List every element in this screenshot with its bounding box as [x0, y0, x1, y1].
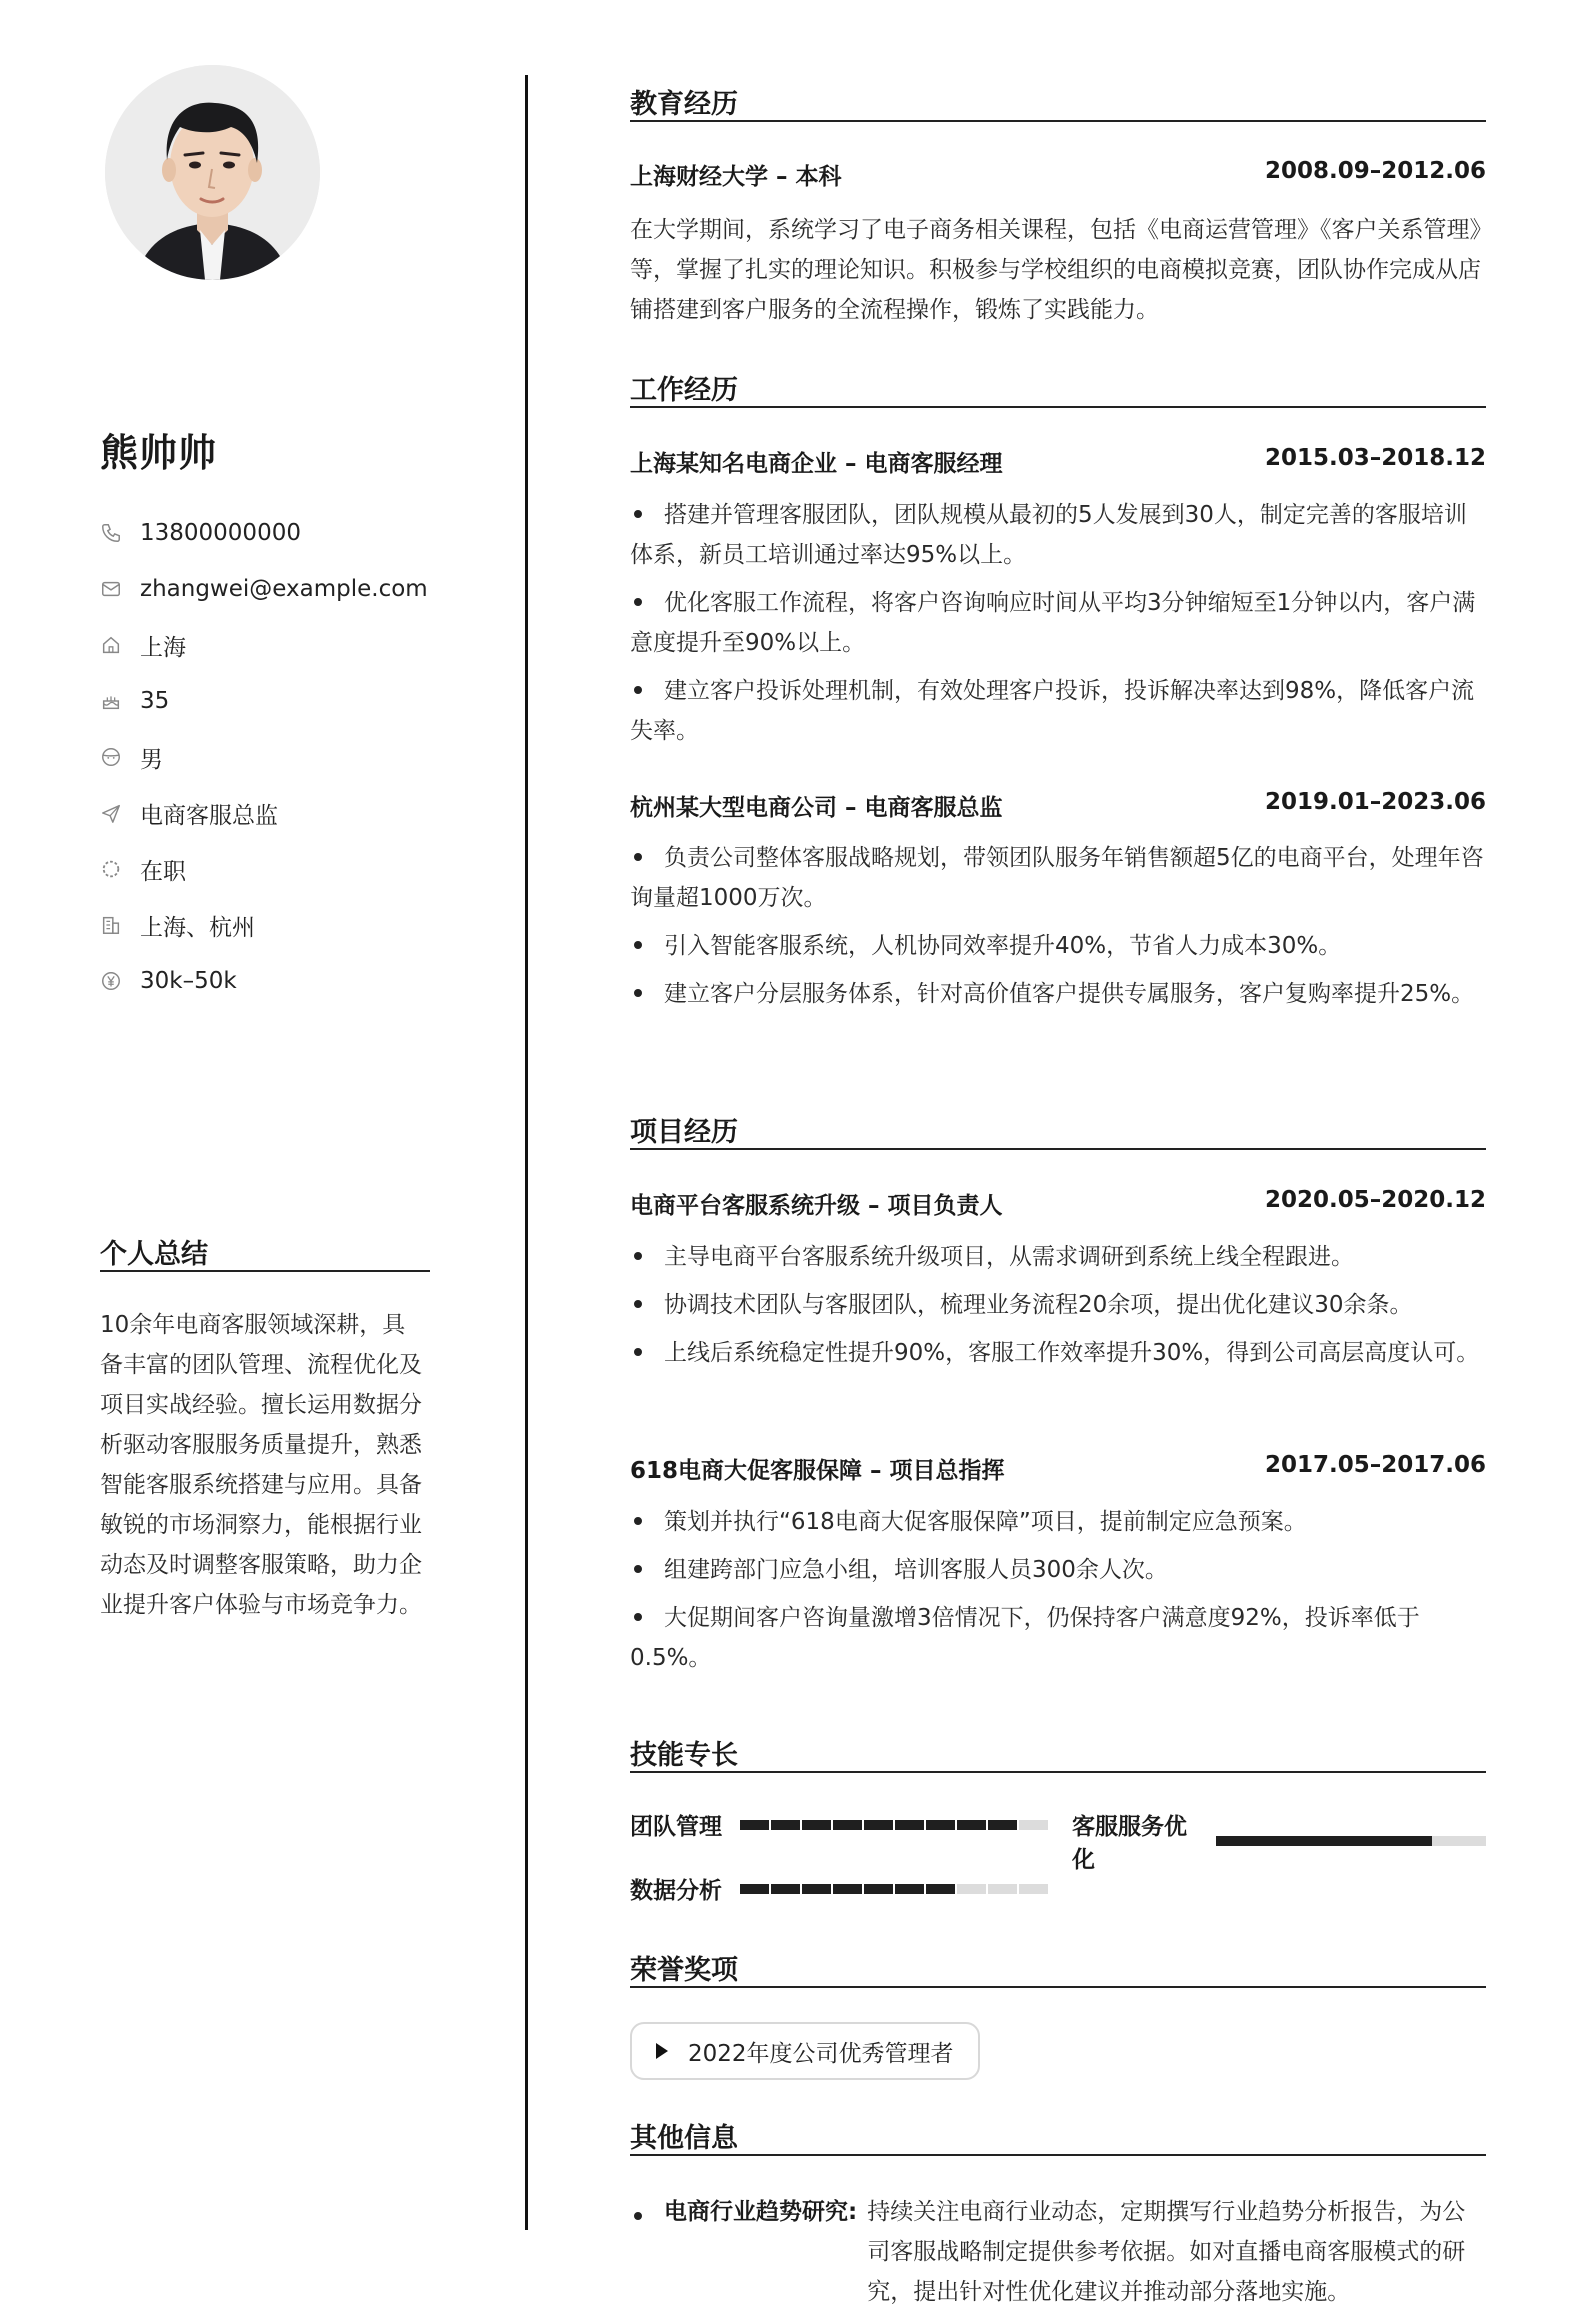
work-company: 上海某知名电商企业 – 电商客服经理	[630, 451, 1003, 477]
skill-level-segment	[1019, 1884, 1048, 1894]
skill-level-segment	[1019, 1820, 1048, 1830]
summary-title: 个人总结	[100, 1239, 208, 1270]
project-bullets	[630, 1237, 1486, 1381]
contact-status	[100, 841, 428, 897]
other-label: 电商行业趋势研究:	[664, 2199, 858, 2225]
skill-level-segment	[926, 1884, 955, 1894]
skill-name: 团队管理	[630, 1814, 722, 1840]
candidate-name: 熊帅帅	[100, 431, 218, 475]
skill-level-track	[1216, 1836, 1486, 1846]
skill-level-segment	[988, 1884, 1017, 1894]
contact-city-value: 上海、杭州	[140, 914, 255, 941]
left-column	[0, 0, 525, 2308]
work-company: 杭州某大型电商公司 – 电商客服总监	[630, 795, 1003, 821]
list-item: 协调技术团队与客服团队，梳理业务流程20余项，提出优化建议30余条。	[630, 1285, 1486, 1325]
projects-divider	[630, 1148, 1486, 1150]
list-item: 主导电商平台客服系统升级项目，从需求调研到系统上线全程跟进。	[630, 1237, 1486, 1277]
skill-level-segment	[740, 1820, 769, 1830]
contact-salary	[100, 953, 428, 1009]
skill-level-segment	[926, 1820, 955, 1830]
skill-level-segment	[957, 1884, 986, 1894]
skill-level-segment	[771, 1884, 800, 1894]
skill-level-bar	[740, 1820, 1050, 1830]
avatar	[105, 65, 320, 280]
contact-age-value: 35	[140, 688, 170, 714]
contact-email-value: zhangwei@example.com	[140, 576, 428, 602]
project-period: 2020.05–2020.12	[1264, 1187, 1486, 1213]
contact-location	[100, 617, 428, 673]
work-bullets	[630, 495, 1486, 759]
list-item: 搭建并管理客服团队，团队规模从最初的5人发展到30人，制定完善的客服培训体系，新员工培训通过率达95%以上。	[630, 502, 1467, 568]
list-item: 大促期间客户咨询量激增3倍情况下，仍保持客户满意度92%，投诉率低于0.5%。	[630, 1605, 1420, 1671]
list-item: 建立客户投诉处理机制，有效处理客户投诉，投诉解决率达到98%，降低客户流失率。	[630, 678, 1475, 744]
contact-position-value: 电商客服总监	[140, 802, 278, 829]
list-item: 负责公司整体客服战略规划，带领团队服务年销售额超5亿的电商平台，处理年咨询量超1000万次。	[630, 845, 1484, 911]
building-icon	[100, 914, 122, 936]
face-icon	[100, 746, 122, 768]
education-entry-head	[630, 158, 1486, 191]
list-item: 上线后系统稳定性提升90%，客服工作效率提升30%，得到公司高层高度认可。	[630, 1333, 1486, 1373]
project-bullets	[630, 1502, 1486, 1686]
right-column	[630, 0, 1486, 2308]
list-item: 优化客服工作流程，将客户咨询响应时间从平均3分钟缩短至1分钟以内，客户满意度提升至90%以上。	[630, 590, 1476, 656]
project-name: 电商平台客服系统升级 – 项目负责人	[630, 1193, 1003, 1219]
contact-position	[100, 785, 428, 841]
education-period: 2008.09–2012.06	[1264, 158, 1486, 184]
project-entry-head	[630, 1187, 1486, 1220]
education-divider	[630, 120, 1486, 122]
work-period: 2015.03–2018.12	[1264, 445, 1486, 471]
skill-level-bar	[1216, 1836, 1486, 1846]
contact-city	[100, 897, 428, 953]
other-title: 其他信息	[630, 2123, 738, 2154]
list-item: 建立客户分层服务体系，针对高价值客户提供专属服务，客户复购率提升25%。	[630, 974, 1486, 1014]
contact-location-value: 上海	[140, 634, 186, 661]
work-entry-head	[630, 789, 1486, 822]
avatar-portrait	[105, 65, 320, 280]
skill-level-segment	[802, 1820, 831, 1830]
work-entry-head	[630, 445, 1486, 478]
skill-level-segment	[895, 1820, 924, 1830]
summary-divider	[100, 1270, 430, 1272]
skill-level-segment	[988, 1820, 1017, 1830]
skill-level-segment	[957, 1820, 986, 1830]
project-entry-head	[630, 1452, 1486, 1485]
skill-name: 数据分析	[630, 1878, 722, 1904]
skill-level-bar	[740, 1884, 1050, 1894]
other-item	[630, 2192, 1486, 2308]
bullet-dot	[634, 2212, 642, 2220]
skill-level-segment	[833, 1884, 862, 1894]
yen-icon	[100, 970, 122, 992]
skill-level-segment	[864, 1820, 893, 1830]
phone-icon	[100, 522, 122, 544]
contact-email	[100, 561, 428, 617]
education-title: 教育经历	[630, 89, 738, 120]
education-desc: 在大学期间，系统学习了电子商务相关课程，包括《电商运营管理》《客户关系管理》等，掌握了扎实的理论知识。积极参与学校组织的电商模拟竞赛，团队协作完成从店铺搭建到客户服务的全流程操作，锻炼了实践能力。	[630, 217, 1481, 323]
cake-icon	[100, 690, 122, 712]
education-school: 上海财经大学 – 本科	[630, 164, 842, 190]
skills-title: 技能专长	[630, 1740, 738, 1771]
work-divider	[630, 406, 1486, 408]
contact-phone-value: 13800000000	[140, 520, 301, 546]
skill-level-fill	[1216, 1836, 1432, 1846]
awards-divider	[630, 1986, 1486, 1988]
contact-age	[100, 673, 428, 729]
skill-name: 客服服务优化	[1072, 1814, 1187, 1873]
status-icon	[100, 858, 122, 880]
skill-level-segment	[740, 1884, 769, 1894]
project-period: 2017.05–2017.06	[1264, 1452, 1486, 1478]
skills-divider	[630, 1771, 1486, 1773]
list-item: 策划并执行“618电商大促客服保障”项目，提前制定应急预案。	[630, 1502, 1486, 1542]
skill-level-segment	[895, 1884, 924, 1894]
list-item: 组建跨部门应急小组，培训客服人员300余人次。	[630, 1550, 1486, 1590]
other-text: 持续关注电商行业动态，定期撰写行业趋势分析报告，为公司客服战略制定提供参考依据。如对直播电商客服模式的研究，提出针对性优化建议并推动部分落地实施。	[867, 2199, 1466, 2305]
award-toggle[interactable]	[630, 2022, 980, 2080]
work-title: 工作经历	[630, 375, 738, 406]
play-triangle-icon	[656, 2043, 668, 2059]
projects-title: 项目经历	[630, 1117, 738, 1148]
skill-level-segment	[802, 1884, 831, 1894]
skill-item	[630, 1808, 1050, 1841]
contact-gender	[100, 729, 428, 785]
home-icon	[100, 634, 122, 656]
mail-icon	[100, 578, 122, 600]
column-divider	[525, 75, 528, 2230]
contact-salary-value: 30k–50k	[140, 968, 237, 994]
work-period: 2019.01–2023.06	[1264, 789, 1486, 815]
contact-phone	[100, 505, 428, 561]
award-label: 2022年度公司优秀管理者	[688, 2040, 954, 2067]
skill-level-segment	[864, 1884, 893, 1894]
awards-title: 荣誉奖项	[630, 1955, 738, 1986]
contact-status-value: 在职	[140, 858, 186, 885]
skill-level-segment	[833, 1820, 862, 1830]
skill-level-segment	[771, 1820, 800, 1830]
work-bullets	[630, 838, 1486, 1022]
contact-list	[100, 505, 428, 1009]
summary-text: 10余年电商客服领域深耕，具备丰富的团队管理、流程优化及项目实战经验。擅长运用数据分析驱动客服服务质量提升，熟悉智能客服系统搭建与应用。具备敏锐的市场洞察力，能根据行业动态及时调整客服策略，助力企业提升客户体验与市场竞争力。	[100, 1312, 422, 1618]
list-item: 引入智能客服系统，人机协同效率提升40%，节省人力成本30%。	[630, 926, 1486, 966]
contact-gender-value: 男	[140, 746, 163, 773]
skill-item	[630, 1872, 1050, 1905]
skill-item	[1072, 1808, 1486, 1874]
other-divider	[630, 2154, 1486, 2156]
project-name: 618电商大促客服保障 – 项目总指挥	[630, 1458, 1005, 1484]
send-icon	[100, 802, 122, 824]
